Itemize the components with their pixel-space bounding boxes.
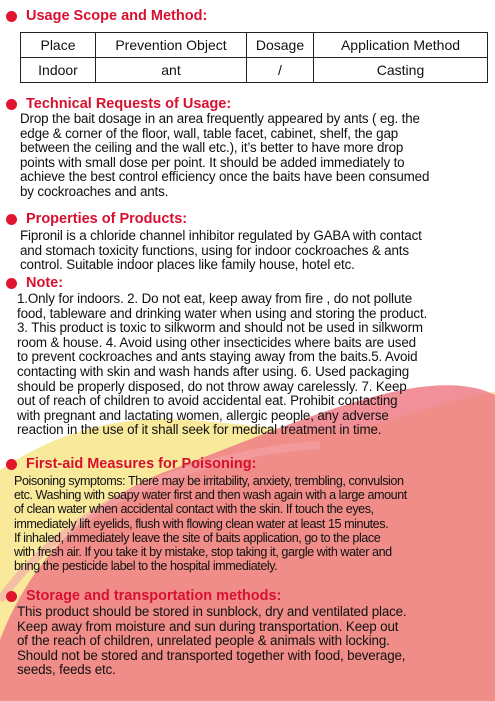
properties-heading-text: Properties of Products:	[26, 211, 188, 227]
first-aid-heading-text: First-aid Measures for Poisoning:	[26, 456, 257, 472]
text-line: contacting with skin and wash hands after using. 6. Used packaging	[17, 363, 410, 379]
bullet-dot-icon	[6, 11, 17, 22]
usage-scope-heading	[6, 7, 207, 25]
first-aid-heading	[6, 455, 256, 473]
usage-scope-table	[20, 32, 488, 83]
bullet-dot-icon	[6, 99, 17, 110]
note-heading-text: Note:	[26, 275, 64, 291]
text-line: reaction in the use of it shall seek for medical treatment in time.	[17, 422, 382, 438]
usage-scope-heading-text: Usage Scope and Method:	[26, 8, 208, 24]
table-row	[21, 58, 488, 83]
storage-paragraph	[17, 605, 407, 678]
note-heading	[6, 274, 63, 292]
table-cell: Indoor	[21, 58, 96, 83]
table-header-cell: Place	[21, 33, 96, 58]
text-line: of the reach of children, unrelated people & animals with locking.	[17, 633, 390, 649]
table-header-row	[21, 33, 488, 58]
text-line: 1.Only for indoors. 2. Do not eat, keep away from fire , do not pollute	[17, 291, 413, 306]
text-line: points with small dose per point. It should be added immediately to	[20, 154, 405, 170]
text-line: Drop the bait dosage in an area frequently appeared by ants ( eg. the	[20, 111, 420, 126]
text-line: with pregnant and lactating women, allergic people, any adverse	[17, 407, 389, 423]
text-line: between the ceiling and the wall etc.), it’s better to have more drop	[20, 140, 404, 156]
bullet-dot-icon	[6, 459, 17, 470]
text-line: immediately lift eyelids, flush with flowing clean water at least 15 minutes.	[14, 516, 389, 531]
text-line: Should not be stored and transported together with food, beverage,	[17, 647, 406, 663]
technical-paragraph	[20, 112, 429, 200]
bullet-dot-icon	[6, 278, 17, 289]
text-line: etc. Washing with soapy water first and then wash again with a large amount	[14, 488, 407, 503]
text-line: This product should be stored in sunblock, dry and ventilated place.	[17, 604, 407, 619]
text-line: control. Suitable indoor places like family house, hotel etc.	[20, 257, 355, 273]
table-header-cell: Application Method	[314, 33, 488, 58]
bullet-dot-icon	[6, 214, 17, 225]
technical-heading-text: Technical Requests of Usage:	[26, 96, 232, 112]
text-line: Keep away from moisture and sun during transportation. Keep out	[17, 618, 399, 634]
text-line: and stomach toxicity functions, using for indoor cockroaches & ants	[20, 242, 409, 258]
text-line: Poisoning symptoms: There may be irritability, anxiety, trembling, convulsion	[14, 474, 404, 488]
text-line: achieve the best control efficiency once the baits have been consumed	[20, 169, 430, 185]
table-header-cell: Dosage	[247, 33, 314, 58]
text-line: Fipronil is a chloride channel inhibitor regulated by GABA with contact	[20, 228, 422, 243]
text-line: of clean water when accidental contact with the skin. If touch the eyes,	[14, 502, 374, 517]
text-line: food, tableware and drinking water when using and storing the product.	[17, 305, 428, 321]
first-aid-paragraph	[14, 474, 407, 573]
table-cell: Casting	[314, 58, 488, 83]
text-line: If inhaled, immediately leave the site of baits application, go to the place	[14, 530, 381, 545]
text-line: should be properly disposed, do not throw away carelessly. 7. Keep	[17, 378, 407, 394]
storage-heading-text: Storage and transportation methods:	[26, 588, 282, 604]
text-line: to prevent cockroaches and ants staying away from the baits.5. Avoid	[17, 349, 418, 365]
table-header-cell: Prevention Object	[96, 33, 247, 58]
text-line: 3. This product is toxic to silkworm and should not be used in silkworm	[17, 320, 423, 336]
text-line: seeds, feeds etc.	[17, 662, 116, 678]
text-line: by cockroaches and ants.	[20, 183, 169, 199]
storage-heading	[6, 587, 281, 605]
table-cell: ant	[96, 58, 247, 83]
text-line: edge & corner of the floor, wall, table facet, cabinet, shelf, the gap	[20, 125, 399, 141]
text-line: bring the pesticide label to the hospital immediately.	[14, 559, 278, 574]
properties-paragraph	[20, 229, 422, 273]
text-line: with fresh air. If you take it by mistake, stop taking it, gargle with water and	[14, 545, 392, 560]
text-line: room & house. 4. Avoid using other insecticides where baits are used	[17, 334, 416, 350]
properties-heading	[6, 210, 187, 228]
bullet-dot-icon	[6, 591, 17, 602]
table-cell: /	[247, 58, 314, 83]
text-line: out of reach of children to avoid accidental eat. Prohibit contacting	[17, 393, 398, 409]
note-paragraph	[17, 292, 427, 438]
